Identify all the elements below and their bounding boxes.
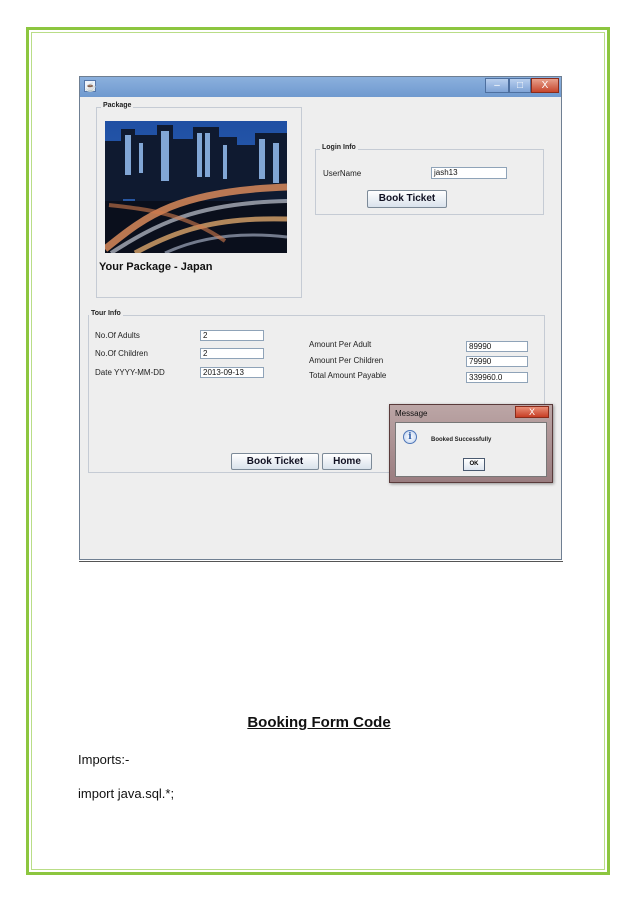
adults-label: No.Of Adults (95, 331, 140, 340)
tour-legend: Tour Info (91, 310, 121, 317)
dialog-body (395, 422, 547, 477)
total-field: 339960.0 (466, 372, 528, 383)
package-image (105, 121, 287, 253)
screenshot-divider (79, 561, 563, 562)
package-legend: Package (103, 102, 132, 109)
window-content (84, 97, 557, 555)
book-ticket-button[interactable]: Book Ticket (231, 453, 319, 470)
message-dialog (389, 404, 553, 483)
info-icon: i (403, 430, 417, 444)
java-cup-icon: ☕ (85, 82, 97, 92)
date-label: Date YYYY-MM-DD (95, 368, 165, 377)
login-book-ticket-button[interactable]: Book Ticket (367, 190, 447, 208)
children-input[interactable]: 2 (200, 348, 264, 359)
import-statement: import java.sql.*; (78, 786, 175, 801)
username-label: UserName (323, 169, 362, 178)
package-title: Your Package - Japan (99, 261, 213, 273)
amount-children-label: Amount Per Children (309, 356, 384, 365)
username-input[interactable]: jash13 (431, 167, 507, 179)
package-panel (96, 102, 302, 298)
maximize-button[interactable]: □ (509, 78, 531, 93)
login-panel (315, 144, 544, 215)
title-bar[interactable] (80, 77, 561, 97)
dialog-title: Message (395, 409, 428, 418)
login-legend: Login Info (322, 144, 356, 151)
adults-input[interactable]: 2 (200, 330, 264, 341)
amount-adult-field: 89990 (466, 341, 528, 352)
minimize-button[interactable]: – (485, 78, 509, 93)
dialog-close-button[interactable]: X (515, 406, 549, 418)
dialog-message: Booked Successfully (431, 437, 492, 443)
imports-label: Imports:- (78, 752, 130, 767)
home-button[interactable]: Home (322, 453, 372, 470)
dialog-ok-button[interactable]: OK (463, 458, 485, 471)
city-highway-night-photo (105, 121, 287, 253)
amount-adult-label: Amount Per Adult (309, 340, 372, 349)
total-label: Total Amount Payable (309, 371, 387, 380)
amount-children-field: 79990 (466, 356, 528, 367)
app-window (79, 76, 562, 560)
section-heading: Booking Form Code (247, 714, 391, 731)
date-input[interactable]: 2013-09-13 (200, 367, 264, 378)
close-button[interactable]: X (531, 78, 559, 93)
children-label: No.Of Children (95, 349, 148, 358)
